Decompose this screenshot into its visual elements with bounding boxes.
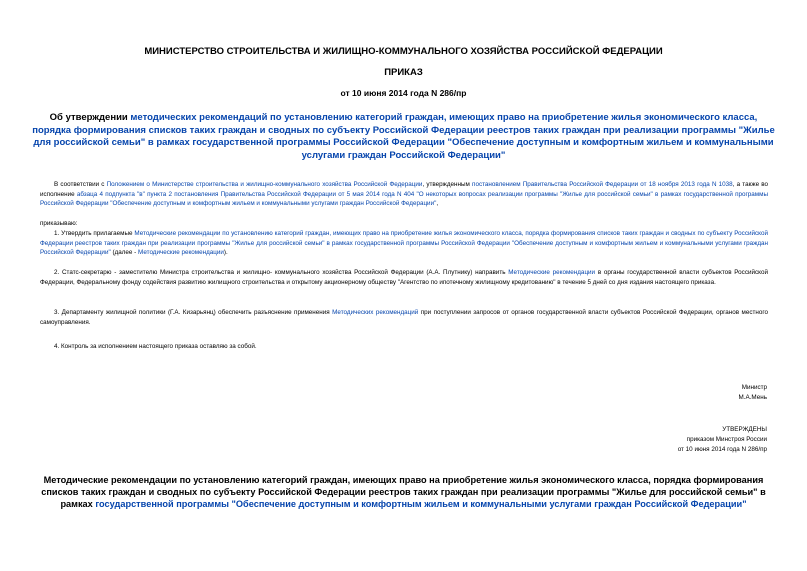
ministry-regulation-link[interactable]: Положением о Министерстве строительства и жилищно-коммунального хозяйства Российской Федерации	[106, 181, 423, 188]
resolution-1038-link[interactable]: постановлением Правительства Российской Федерации от 18 ноября 2013 года N 1038	[472, 181, 733, 188]
preamble-text-2: , утвержденным	[422, 181, 473, 188]
approved-word: УТВЕРЖДЕНЫ	[722, 426, 767, 433]
item-2-link[interactable]: Методические рекомендации	[508, 269, 596, 276]
order-word: приказываю:	[40, 220, 78, 227]
recommendations-title	[30, 474, 777, 510]
item-1-text-2: (далее -	[110, 249, 139, 257]
date-number: от 10 июня 2014 года N 286/пр	[340, 88, 467, 98]
signature-position: Министр	[741, 384, 767, 391]
approved-date: от 10 июня 2014 года N 286/пр	[677, 446, 767, 453]
preamble-text-3: , а также во исполнение	[40, 181, 769, 198]
item-3-text-2: при поступлении запросов от органов государственной власти субъектов Российской Федерации, органов местного самоуправления.	[40, 309, 768, 326]
item-2-text-2: в органы государственной власти субъектов Российской Федерации, Федеральному фонду содействия развитию жилищного строительства и открытому акционерному обществу "Агентство по ипотечному жилищному кредитованию" в течение 5 дней со дня издания настоящего приказа.	[40, 269, 769, 286]
item-1-text: 1. Утвердить прилагаемые	[54, 230, 135, 237]
title-link[interactable]: методических рекомендаций по установлению категорий граждан, имеющих право на приобретение жилья экономического класса, порядка формирования списков таких граждан и сводных по субъекту Российской Федерации реестров таких граждан при реализации программы "Жилье для российской семьи" в рамках государственной программы Российской Федерации "Обеспечение доступным и комфортным жильем и коммунальными услугами граждан Российской Федерации"	[32, 112, 775, 161]
recommendations-short-link[interactable]: Методические рекомендации	[138, 249, 224, 257]
item-2-text: 2. Статс-секретарю - заместителю Министра строительства и жилищно- коммунального хозяйства Российской Федерации (А.А. Плутнику) направить	[54, 269, 509, 276]
title-prefix: Об утверждении	[49, 112, 131, 123]
item-4: 4. Контроль за исполнением настоящего приказа оставляю за собой.	[54, 343, 257, 350]
item-2	[40, 268, 768, 287]
recommendations-link[interactable]: Методические рекомендации по установлению категорий граждан, имеющих право на приобретение жилья экономического класса, порядка формирования списков таких граждан и сводных по субъекту Российской Федерации реестров таких граждан при реализации программы "Жилье для российской семьи" в рамках государственной программы Российской Федерации "Обеспечение доступным и комфортным жильем и коммунальными услугами граждан Российской Федерации"	[40, 230, 768, 257]
item-1	[40, 229, 768, 258]
resolution-404-link[interactable]: абзаца 4 подпункта "в" пункта 2 постановления Правительства Российской Федерации от 5 мая 2014 года N 404 "О некоторых вопросах реализации программы "Жилье для российской семьи" в рамках государственной программы Российской Федерации "Обеспечение доступным и комфортным жильем и коммунальными услугами граждан Российской Федерации"	[40, 190, 768, 208]
recommendations-title-text: Методические рекомендации по установлению категорий граждан, имеющих право на приобретение жилья экономического класса, порядка формирования списков таких граждан и сводных по субъекту Российской Федерации реестров таких граждан при реализации программы "Жилье для российской семьи" в рамках	[41, 475, 766, 509]
item-3-link[interactable]: Методических рекомендаций	[332, 309, 419, 316]
preamble-text-4: ,	[436, 200, 439, 208]
preamble-text-1: В соответствии с	[54, 181, 107, 188]
signature-name: М.А.Мень	[738, 394, 767, 401]
state-program-link[interactable]: государственной программы "Обеспечение доступным и комфортным жильем и коммунальными услугами граждан Российской Федерации"	[95, 499, 747, 509]
ministry-heading: МИНИСТЕРСТВО СТРОИТЕЛЬСТВА И ЖИЛИЩНО-КОММУНАЛЬНОГО ХОЗЯЙСТВА РОССИЙСКОЙ ФЕДЕРАЦИИ	[144, 46, 663, 57]
document-title	[30, 112, 777, 162]
approved-by: приказом Минстроя России	[686, 436, 767, 443]
preamble-paragraph	[40, 180, 768, 209]
item-3-text: 3. Департаменту жилищной политики (Г.А. Кизарьянц) обеспечить разъяснение применения	[54, 309, 333, 316]
item-1-text-3: ).	[223, 249, 228, 257]
item-3	[40, 308, 768, 327]
doc-type-heading: ПРИКАЗ	[384, 67, 423, 78]
